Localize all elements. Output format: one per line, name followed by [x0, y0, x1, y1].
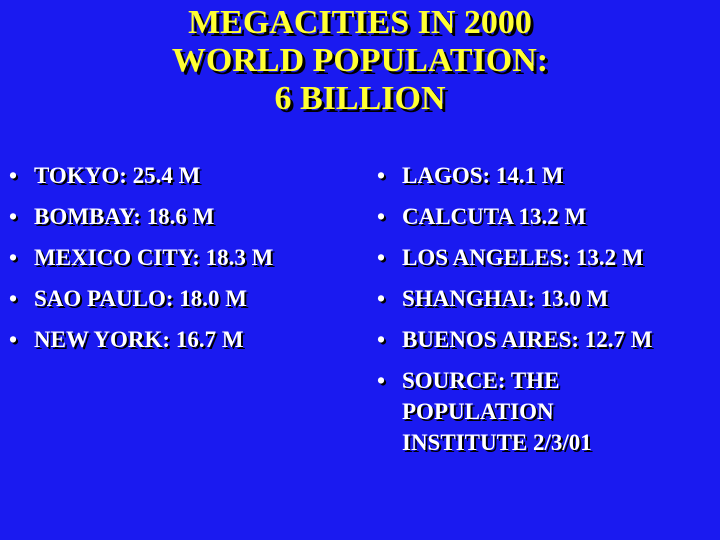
- list-item-new-york: [0, 324, 360, 355]
- bullet-icon: •: [376, 286, 386, 311]
- bullet-icon: •: [376, 163, 386, 188]
- list-item-sao-paulo: [0, 283, 360, 314]
- list-item-mexico-city: [0, 242, 360, 273]
- bullet-icon: •: [376, 368, 386, 393]
- source-citation: SOURCE: THE POPULATION INSTITUTE 2/3/01: [402, 368, 592, 455]
- right-bullet-list: [368, 160, 720, 468]
- list-item-source: [368, 365, 720, 458]
- bullet-icon: •: [8, 163, 18, 188]
- bullet-icon: •: [8, 286, 18, 311]
- bullet-icon: •: [8, 204, 18, 229]
- list-item-shanghai: [368, 283, 720, 314]
- bullet-icon: •: [376, 204, 386, 229]
- bullet-icon: •: [8, 245, 18, 270]
- list-item-text: LAGOS: 14.1 M: [402, 163, 564, 188]
- bullet-icon: •: [8, 327, 18, 352]
- left-bullet-list: [0, 160, 360, 365]
- list-item-tokyo: [0, 160, 360, 191]
- list-item-los-angeles: [368, 242, 720, 273]
- bullet-icon: •: [376, 327, 386, 352]
- list-item-text: BOMBAY: 18.6 M: [34, 204, 215, 229]
- list-item-lagos: [368, 160, 720, 191]
- list-item-text: BUENOS AIRES: 12.7 M: [402, 327, 653, 352]
- list-item-calcuta: [368, 201, 720, 232]
- bullet-icon: •: [376, 245, 386, 270]
- list-item-bombay: [0, 201, 360, 232]
- list-item-text: TOKYO: 25.4 M: [34, 163, 201, 188]
- title-line-2: WORLD POPULATION:: [171, 42, 549, 79]
- list-item-text: SAO PAULO: 18.0 M: [34, 286, 247, 311]
- list-item-buenos-aires: [368, 324, 720, 355]
- list-item-text: LOS ANGELES: 13.2 M: [402, 245, 644, 270]
- list-item-text: SHANGHAI: 13.0 M: [402, 286, 609, 311]
- list-item-text: CALCUTA 13.2 M: [402, 204, 587, 229]
- slide-title: [0, 4, 720, 118]
- title-line-1: MEGACITIES IN 2000: [188, 4, 532, 41]
- list-item-text: NEW YORK: 16.7 M: [34, 327, 244, 352]
- title-line-3: 6 BILLION: [274, 80, 446, 117]
- list-item-text: MEXICO CITY: 18.3 M: [34, 245, 274, 270]
